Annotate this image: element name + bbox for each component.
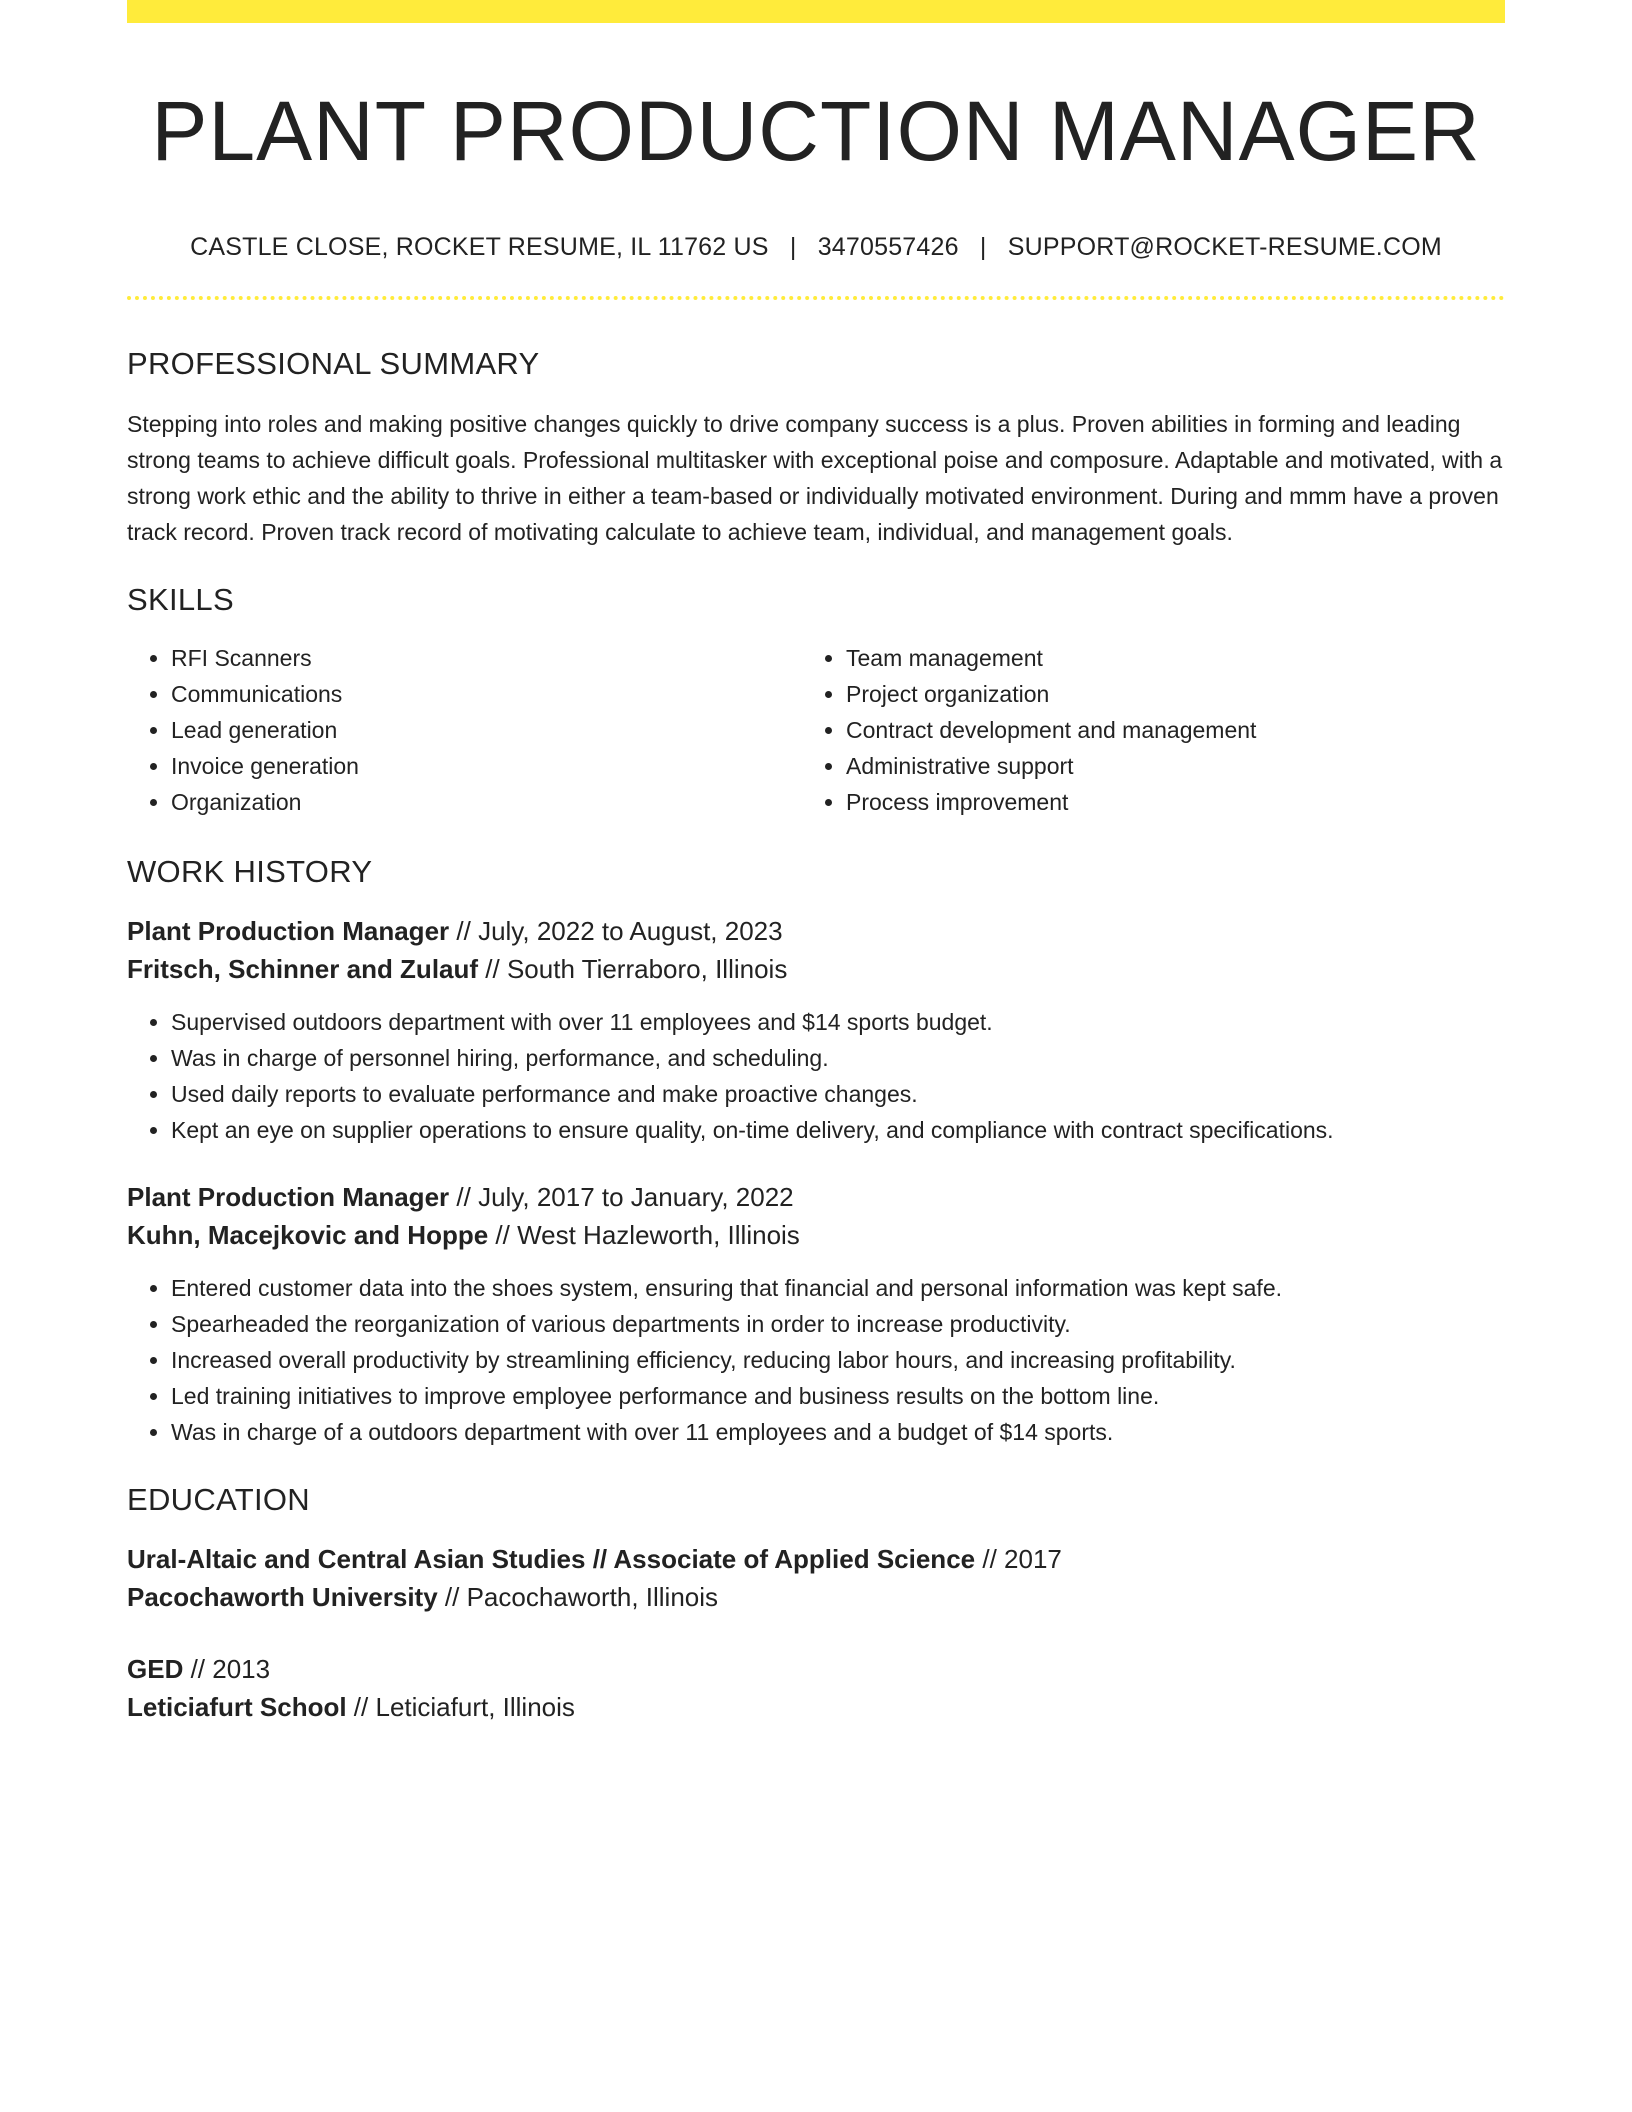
education-heading: EDUCATION — [127, 1482, 310, 1518]
job-bullet: • Used daily reports to evaluate performance and make proactive changes. — [171, 1076, 1505, 1112]
skills-left-list — [127, 640, 802, 820]
job-company: Kuhn, Macejkovic and Hoppe — [127, 1220, 489, 1251]
skill-item: • Organization — [171, 784, 802, 820]
skill-item: • Lead generation — [171, 712, 802, 748]
education-school-line — [127, 1688, 1505, 1726]
education-location: Pacochaworth, Illinois — [466, 1582, 719, 1613]
skill-item: • Communications — [171, 676, 802, 712]
job-bullets — [127, 1004, 1505, 1148]
job-bullet: • Spearheaded the reorganization of various departments in order to increase productivity. — [171, 1306, 1505, 1342]
skills-columns — [127, 640, 1505, 820]
skill-item: • Team management — [846, 640, 1477, 676]
job-bullet: • Supervised outdoors department with over 11 employees and $14 sports budget. — [171, 1004, 1505, 1040]
job-dates: July, 2017 to January, 2022 — [478, 1182, 794, 1213]
contact-line — [127, 233, 1505, 262]
contact-separator: | — [979, 233, 987, 262]
job-role-line — [127, 1178, 1505, 1216]
education-year: 2013 — [212, 1654, 271, 1685]
header-divider — [127, 296, 1505, 300]
job-role: Plant Production Manager — [127, 916, 450, 947]
job-bullet: • Kept an eye on supplier operations to ensure quality, on-time delivery, and compliance with contract specifications. — [171, 1112, 1505, 1148]
education-entry — [127, 1540, 1505, 1616]
accent-top-bar — [127, 0, 1505, 23]
separator: // — [437, 1582, 467, 1613]
work-history-heading: WORK HISTORY — [127, 854, 373, 890]
separator: // — [478, 954, 507, 985]
education-degree: GED — [127, 1654, 184, 1685]
education-school-line — [127, 1578, 1505, 1616]
education-year: 2017 — [1004, 1544, 1062, 1575]
job-entry — [127, 1178, 1505, 1450]
job-dates: July, 2022 to August, 2023 — [478, 916, 783, 947]
summary-text: Stepping into roles and making positive changes quickly to drive company success is a plus. Proven abilities in forming and leading strong teams to achieve difficult goals. Professional multitasker with exceptional poise and composure. Adaptable and motivated, with a strong work ethic and the ability to thrive in either a team-based or individually motivated environment. During and mmm have a proven track record. Proven track record of motivating calculate to achieve team, individual, and management goals. — [127, 411, 1503, 546]
education-degree-line — [127, 1540, 1505, 1578]
skill-item: • Contract development and management — [846, 712, 1477, 748]
job-location: West Hazleworth, Illinois — [517, 1220, 800, 1251]
skill-item: • Invoice generation — [171, 748, 802, 784]
job-role: Plant Production Manager — [127, 1182, 450, 1213]
education-degree: Ural-Altaic and Central Asian Studies // Associate of Applied Science — [127, 1544, 976, 1575]
skill-item: • Administrative support — [846, 748, 1477, 784]
job-bullet: • Was in charge of personnel hiring, performance, and scheduling. — [171, 1040, 1505, 1076]
job-bullets — [127, 1270, 1505, 1450]
job-company-line — [127, 1216, 1505, 1254]
separator: // — [975, 1544, 1005, 1575]
summary-heading: PROFESSIONAL SUMMARY — [127, 346, 540, 382]
job-bullet: • Entered customer data into the shoes system, ensuring that financial and personal information was kept safe. — [171, 1270, 1505, 1306]
contact-separator: | — [789, 233, 797, 262]
resume-page — [127, 0, 1505, 1726]
separator: // — [449, 1182, 479, 1213]
skill-item: • RFI Scanners — [171, 640, 802, 676]
skills-right-list — [802, 640, 1477, 820]
separator: // — [449, 916, 479, 947]
job-company: Fritsch, Schinner and Zulauf — [127, 954, 479, 985]
separator: // — [488, 1220, 518, 1251]
separator: // — [346, 1692, 376, 1723]
job-location: South Tierraboro, Illinois — [506, 954, 788, 985]
separator: // — [183, 1654, 213, 1685]
education-school: Leticiafurt School — [127, 1692, 347, 1723]
skill-item: • Process improvement — [846, 784, 1477, 820]
candidate-title: PLANT PRODUCTION MANAGER — [151, 84, 1481, 178]
contact-email[interactable]: SUPPORT@ROCKET-RESUME.COM — [1007, 233, 1442, 262]
education-location: Leticiafurt, Illinois — [375, 1692, 575, 1723]
skill-item: • Project organization — [846, 676, 1477, 712]
job-bullet: • Increased overall productivity by streamlining efficiency, reducing labor hours, and increasing profitability. — [171, 1342, 1505, 1378]
education-entry — [127, 1650, 1505, 1726]
education-degree-line — [127, 1650, 1505, 1688]
education-school: Pacochaworth University — [127, 1582, 438, 1613]
job-role-line — [127, 912, 1505, 950]
contact-phone: 3470557426 — [817, 233, 959, 262]
job-bullet: • Was in charge of a outdoors department with over 11 employees and a budget of $14 sports. — [171, 1414, 1505, 1450]
contact-address: CASTLE CLOSE, ROCKET RESUME, IL 11762 US — [190, 233, 769, 262]
job-entry — [127, 912, 1505, 1148]
skills-heading: SKILLS — [127, 582, 234, 618]
job-bullet: • Led training initiatives to improve employee performance and business results on the bottom line. — [171, 1378, 1505, 1414]
job-company-line — [127, 950, 1505, 988]
